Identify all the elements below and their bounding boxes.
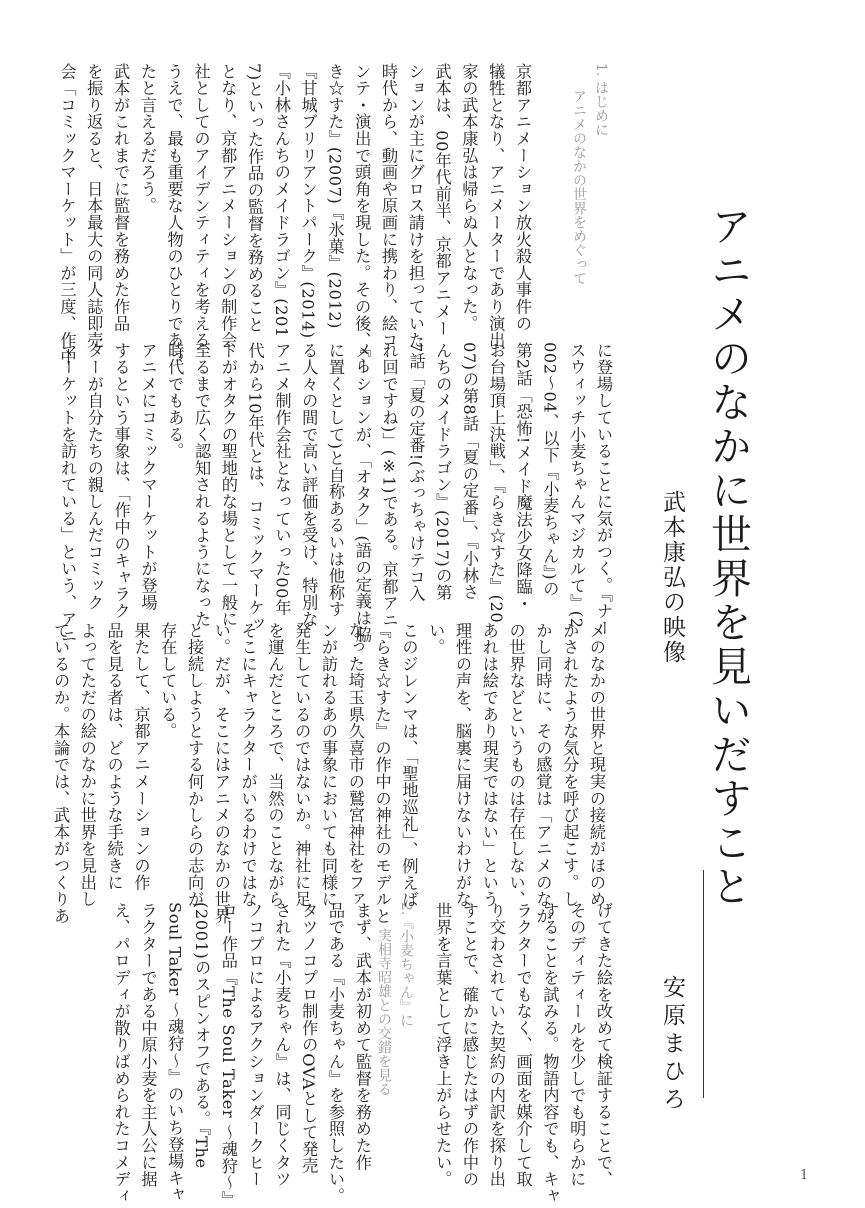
text-line: 京都アニメーション放火殺人事件の: [513, 63, 532, 332]
text-line: ンテ・演出で頭角を現した。その後、『ら: [352, 63, 372, 375]
text-line: 世界を言葉として浮き上がらせたい。: [433, 902, 453, 1188]
text-column-4: [104, 902, 616, 1208]
text-line: タツノコプロ制作のOVAとして発売: [299, 902, 319, 1175]
text-line: うえで、最も重要な人物のひとりであっ: [164, 63, 184, 366]
text-line: 理性の声を、脳裏に届けないわけがな: [453, 622, 473, 908]
text-line: あれは絵であり現実ではない」という: [479, 622, 499, 908]
text-line: 存在している。: [158, 622, 178, 740]
text-line: 『らき☆すた』の作中の神社のモデルと: [372, 622, 392, 925]
text-line: そのディティールを少しでも明らかに: [567, 902, 587, 1188]
text-line: を運んだところで、当然のことながら: [265, 622, 285, 908]
text-line: することを試みる。物語内容でも、キャ: [540, 902, 560, 1205]
page-title: アニメのなかに世界を見いだすこと: [704, 205, 752, 909]
section-heading-1: [560, 63, 612, 303]
text-line: 果たして、京都アニメーションの作: [131, 622, 151, 891]
text-line: ラクターでもなく、画面を媒介して取: [513, 902, 533, 1188]
text-line: 『甘城ブリリアントパーク』(2014): [298, 63, 318, 339]
text-line: 武本は、00年代前半、京都アニメー: [432, 63, 452, 337]
text-line: まず、武本が初めて監督を務めた作: [352, 902, 372, 1171]
text-line: たと言えるだろう。: [137, 63, 157, 215]
text-line: かし同時に、その感覚は「アニメのなか: [533, 622, 553, 925]
text-line: 会「コミックマーケット」が三度、作中: [57, 63, 77, 366]
text-line: Soul Taker 〜魂狩〜』のいち登場キャ: [165, 902, 185, 1204]
section-number: 1. はじめに: [593, 63, 609, 137]
text-line: んちのメイドラゴン』(2017)の第: [433, 342, 453, 602]
section-number: 2.『小麦ちゃん』に: [398, 902, 414, 1028]
text-line: ロー作品『The Soul Taker 〜魂狩〜』: [218, 902, 238, 1208]
text-line: き☆すた』(2007)『氷菓』(2012): [325, 63, 345, 330]
text-line: と接続しようとする何かしらの志向が: [185, 622, 205, 908]
text-line: ノコプロによるアクションダークヒー: [245, 902, 265, 1188]
text-line: 家の武本康弘は帰らぬ人となった。: [459, 63, 479, 332]
text-line: お台場頂上決戦」、『らき☆すた』(20: [486, 342, 506, 624]
author-name: 安原まひろ: [659, 975, 685, 1115]
text-line: そこにキャラクターがいるわけではな: [238, 622, 258, 908]
text-column-1: [57, 63, 535, 375]
text-line: すことで、確かに感じたはずの作中の: [460, 902, 480, 1188]
text-line: [402, 902, 429, 1158]
text-line: トがオタクの聖地的な場として一般に: [218, 342, 238, 628]
page-number: 1: [800, 1168, 809, 1183]
text-line: れ回ですね)」(※1)である。京都アニ: [379, 342, 399, 629]
text-line: スウィッチ小麦ちゃんマジカルて』(2: [567, 342, 587, 629]
text-line: このジレンマは、「聖地巡礼」、例えば: [399, 622, 419, 909]
text-line: (2001)のスピンオフである。『The: [192, 902, 212, 1169]
text-line: 07)の第8話「夏の定番」、『小林さ: [460, 342, 480, 601]
text-line: 品を見る者は、どのような手続きに: [104, 622, 124, 891]
text-line: り交わされていた契約の内訳を探り出: [486, 902, 506, 1188]
section-subtitle: 実相寺昭雄との交錯を見る: [376, 928, 392, 1096]
text-line: 第2話「恐怖!メイド魔法少女降臨・: [513, 342, 533, 613]
text-line: メのなかの世界と現実の接続がほのめ: [587, 622, 606, 908]
text-line: を振り返ると、日本最大の同人誌即売: [84, 63, 104, 349]
text-line: ターが自分たちの親しんだコミック: [84, 342, 104, 611]
text-line: ラクターである中原小麦を主人公に据: [138, 902, 158, 1188]
text-line: 時代から、動画や原画に携わり、絵コ: [379, 63, 399, 349]
section-subtitle: アニメのなかの世界をめぐって: [571, 89, 587, 285]
text-column-3: [51, 622, 609, 925]
text-line: アニメ制作会社となっていった00年: [272, 342, 292, 616]
text-line: なった埼玉県久喜市の鷲宮神社をファ: [345, 622, 365, 908]
text-line: 時代でもある。: [165, 342, 185, 460]
text-column-2: [58, 342, 616, 645]
text-line: 『小林さんちのメイドラゴン』(201: [271, 63, 291, 338]
text-line: 至るまで広く認知されるようになった: [192, 342, 212, 628]
text-line: に置くとして)と自称あるいは他称す: [326, 342, 346, 618]
text-line: 犠牲となり、アニメーターであり演出: [486, 63, 506, 349]
text-line: る人々の間で高い評価を受け、特別な: [299, 342, 319, 628]
text-line: となり、京都アニメーションの制作会: [218, 63, 238, 349]
text-line: ているのか。本論では、武本がつくりあ: [51, 622, 71, 925]
text-line: 002〜04、以下『小麦ちゃん』)の: [540, 342, 560, 597]
text-line: するという事象は、「作中のキャラク: [111, 342, 131, 620]
text-line: よってただの絵のなかに世界を見出し: [77, 622, 97, 908]
text-line: 7話「夏の定番!(ぶっちゃけテコ入: [406, 342, 426, 603]
text-line: [375, 902, 402, 1158]
text-line: 7)といった作品の監督を務めること: [245, 63, 265, 333]
text-line: ンが訪れるあの事象においても同様に: [319, 622, 339, 908]
text-line: い。だが、そこにはアニメのなかの世界: [211, 622, 231, 925]
text-line: 品である『小麦ちゃん』を参照したい。: [326, 902, 346, 1205]
text-line: 発生しているのではないか。神社に足: [292, 622, 312, 908]
text-line: い。: [426, 622, 446, 656]
text-line: アニメにコミックマーケットが登場: [138, 342, 158, 611]
text-line: げてきた絵を改めて検証することで、: [594, 902, 613, 1188]
page-subtitle: 武本康弘の映像: [659, 490, 685, 665]
text-line: マーケットを訪れている」という、アニ: [58, 342, 78, 645]
title-rule: [703, 870, 704, 1098]
text-line: に登場していることに気がつく。『ナー: [594, 342, 613, 637]
text-line: ションが主にグロス請けを担っていた: [405, 63, 425, 349]
text-line: された『小麦ちゃん』は、同じくタツ: [272, 902, 292, 1188]
text-line: 社としてのアイデンティティを考える: [191, 63, 211, 349]
text-line: かされたような気分を呼び起こす。し: [560, 622, 580, 908]
text-line: の世界などというものは存在しない、: [506, 622, 526, 908]
text-line: 代から10年代とは、コミックマーケッ: [245, 342, 265, 633]
text-line: 武本がこれまでに監督を務めた作品: [111, 63, 131, 332]
text-line: え、パロディが散りばめられたコメディ: [111, 902, 131, 1205]
text-line: メーションが、「オタク」(語の定義は脇: [352, 342, 372, 644]
